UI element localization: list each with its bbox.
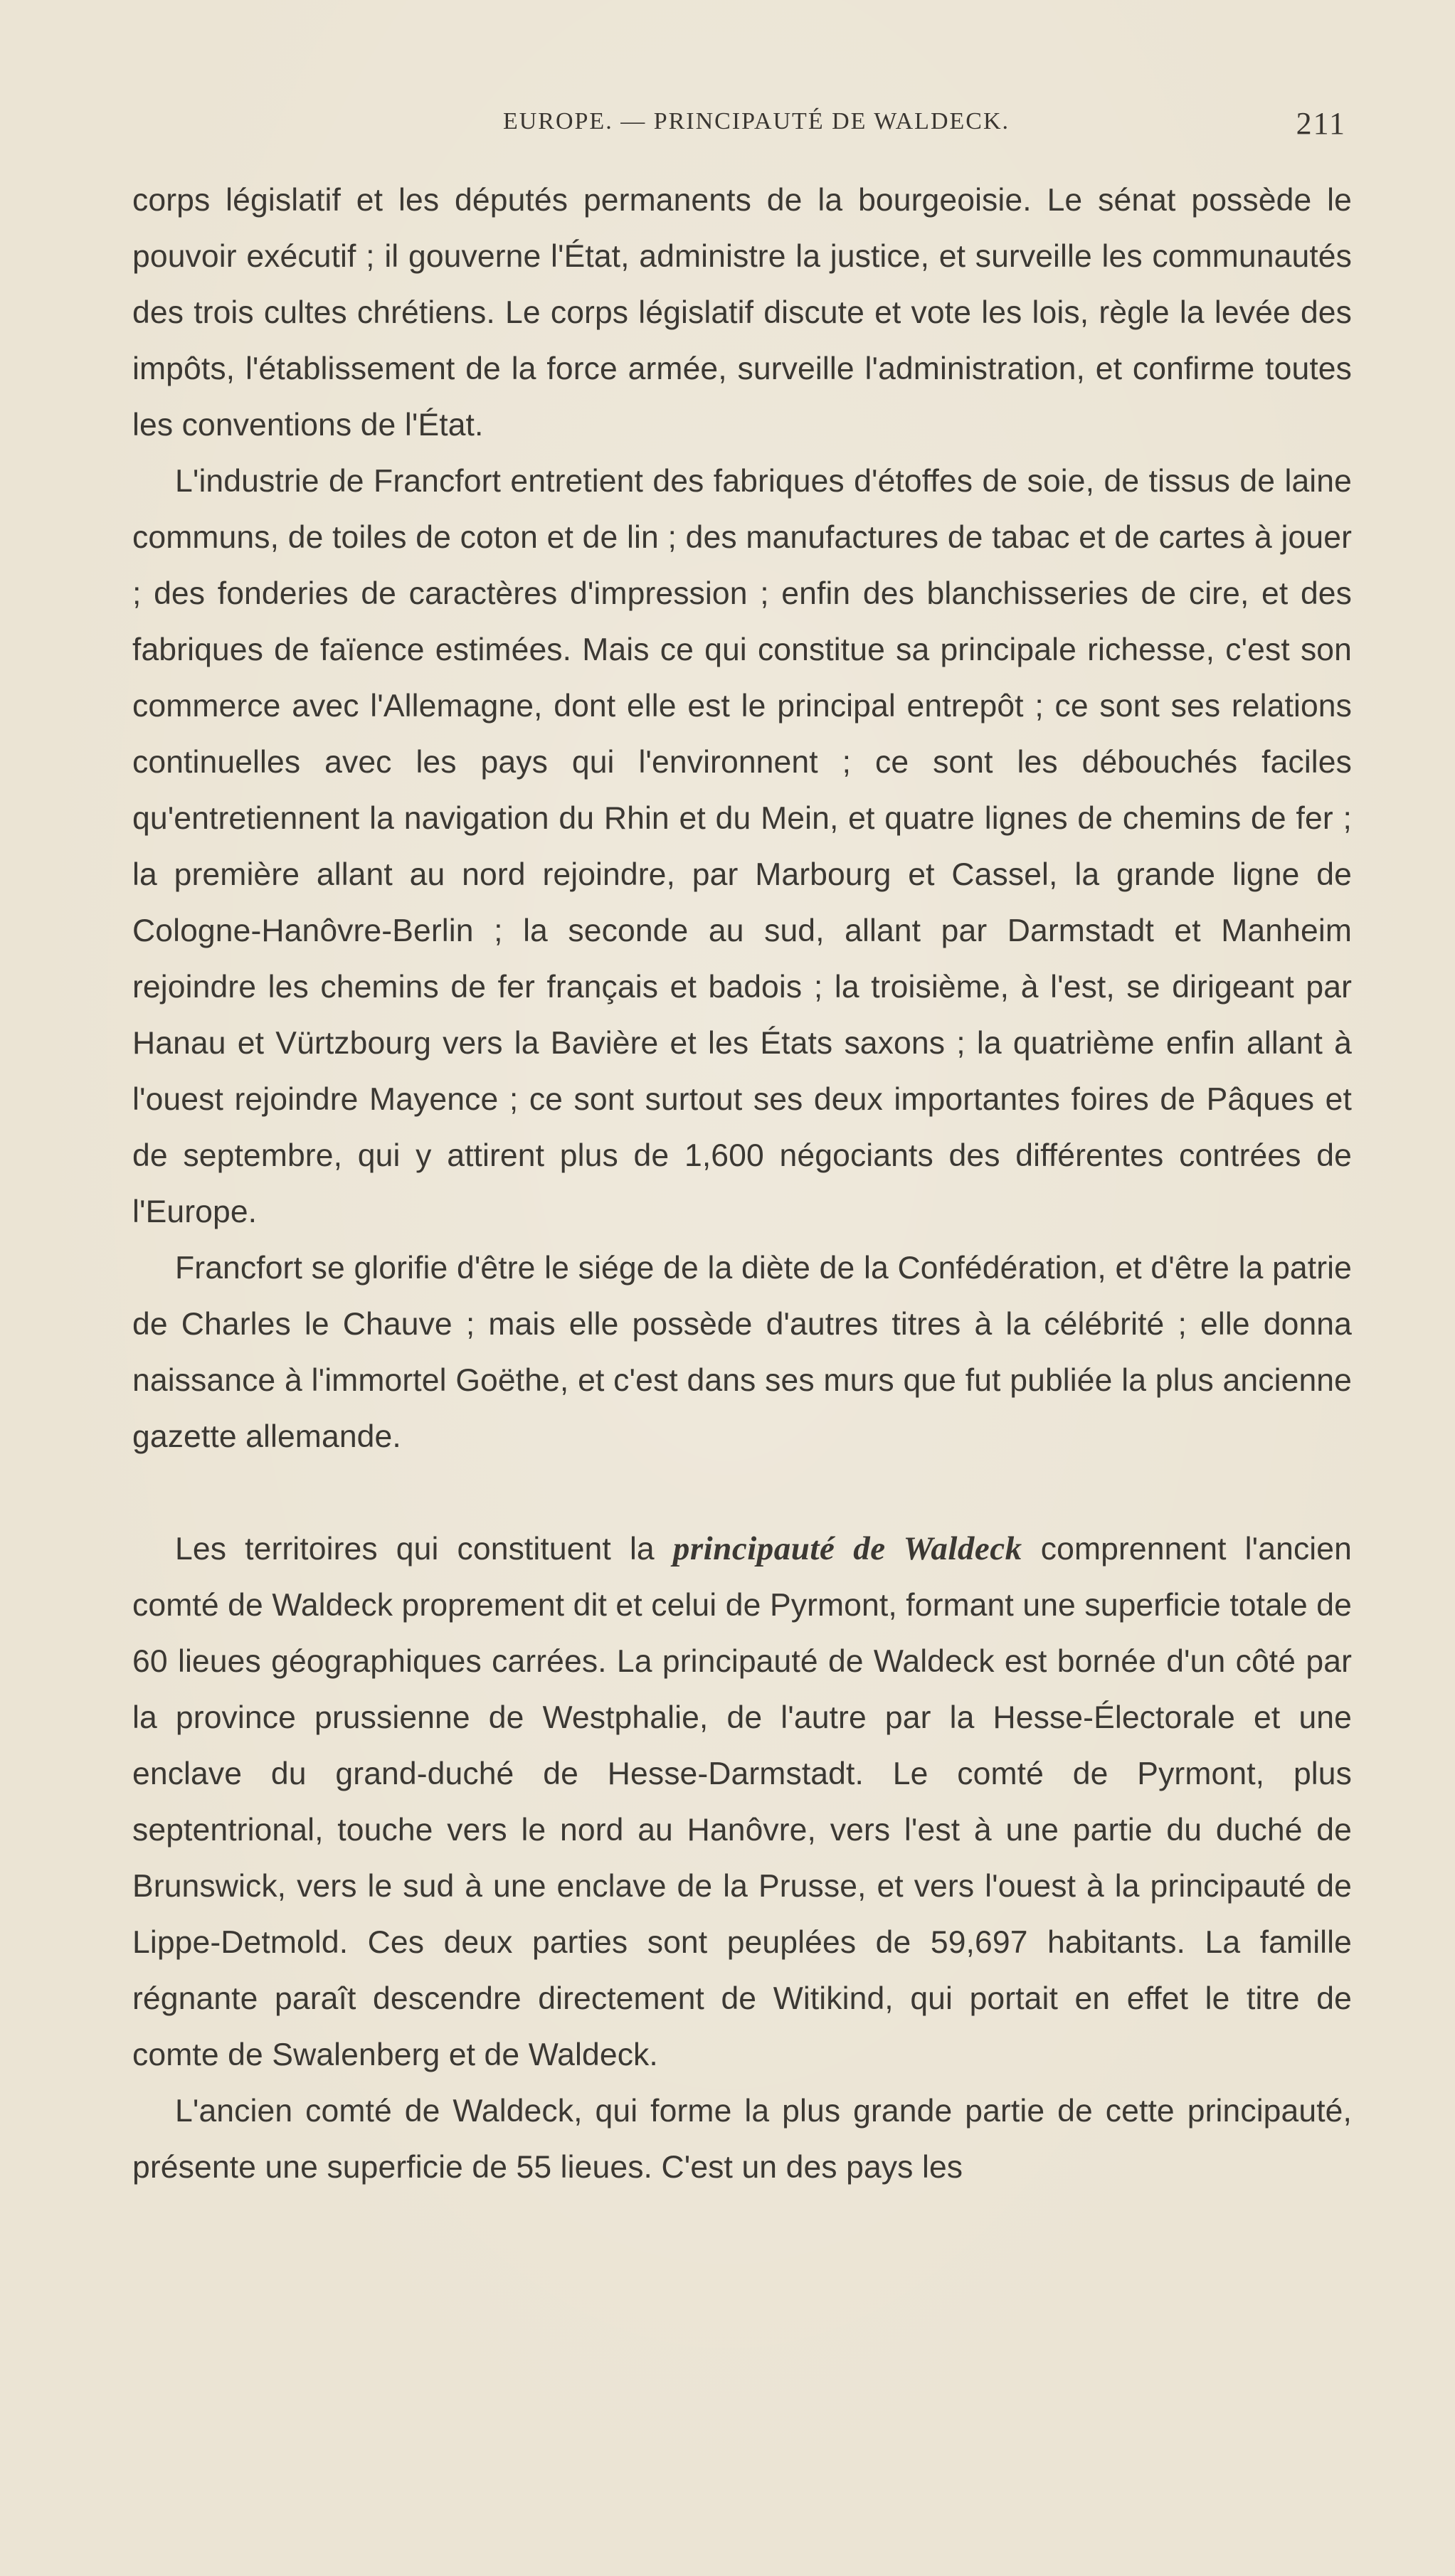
paragraph-4-rest: comprennent l'ancien comté de Waldeck proprement dit et celui de Pyrmont, formant une superficie totale de 60 lieues géographiques carrées. La principauté de Waldeck est bornée d'un côté par la province prussienne de Westphalie, de l'autre par la Hesse-Électorale et une enclave du grand-duché de Hesse-Darmstadt. Le comté de Pyrmont, plus septentrional, touche vers le nord au Hanôvre, vers l'est à une partie du duché de Brunswick, vers le sud à une enclave de la Prusse, et vers l'ouest à la principauté de Lippe-Detmold. Ces deux parties sont peuplées de 59,697 habitants. La famille régnante paraît descendre directement de Witikind, qui portait en effet le titre de comte de Swalenberg et de Waldeck. xyxy=(132,1532,1352,2072)
paragraph-2: L'industrie de Francfort entretient des fabriques d'étoffes de soie, de tissus de laine communs, de toiles de coton et de lin ; des manufactures de tabac et de cartes à jouer ; des fonderies de caractères d'impression ; enfin des blanchisseries de cire, et des fabriques de faïence estimées. Mais ce qui constitue sa principale richesse, c'est son commerce avec l'Allemagne, dont elle est le principal entrepôt ; ce sont ses relations continuelles avec les pays qui l'environnent ; ce sont les débouchés faciles qu'entretiennent la navigation du Rhin et du Mein, et quatre lignes de chemins de fer ; la première allant au nord rejoindre, par Marbourg et Cassel, la grande ligne de Cologne-Hanôvre-Berlin ; la seconde au sud, allant par Darmstadt et Manheim rejoindre les chemins de fer français et badois ; la troisième, à l'est, se dirigeant par Hanau et Vürtzbourg vers la Bavière et les États saxons ; la quatrième enfin allant à l'ouest rejoindre Mayence ; ce sont surtout ses deux importantes foires de Pâques et de septembre, qui y attirent plus de 1,600 négociants des différentes contrées de l'Europe. xyxy=(132,464,1352,1229)
principality-title: principauté de Waldeck xyxy=(672,1530,1022,1567)
running-title: EUROPE. — PRINCIPAUTÉ DE WALDECK. xyxy=(502,108,1010,134)
page-number: 211 xyxy=(1296,106,1346,141)
running-header xyxy=(132,108,1352,151)
paragraph-5: L'ancien comté de Waldeck, qui forme la plus grande partie de cette principauté, présente une superficie de 55 lieues. C'est un des pays les xyxy=(132,2094,1352,2185)
paragraph-3: Francfort se glorifie d'être le siége de la diète de la Confédération, et d'être la patrie de Charles le Chauve ; mais elle possède d'autres titres à la célébrité ; elle donna naissance à l'immortel Goëthe, et c'est dans ses murs que fut publiée la plus ancienne gazette allemande. xyxy=(132,1251,1352,1454)
body-text xyxy=(132,172,1352,2195)
paragraph-4-lead: Les territoires qui constituent la xyxy=(175,1532,673,1567)
paragraph-1: corps législatif et les députés permanents de la bourgeoisie. Le sénat possède le pouvoir exécutif ; il gouverne l'État, administre la justice, et surveille les communautés des trois cultes chrétiens. Le corps législatif discute et vote les lois, règle la levée des impôts, l'établissement de la force armée, surveille l'administration, et confirme toutes les conventions de l'État. xyxy=(132,183,1352,442)
paragraph-4 xyxy=(132,1521,1352,2083)
